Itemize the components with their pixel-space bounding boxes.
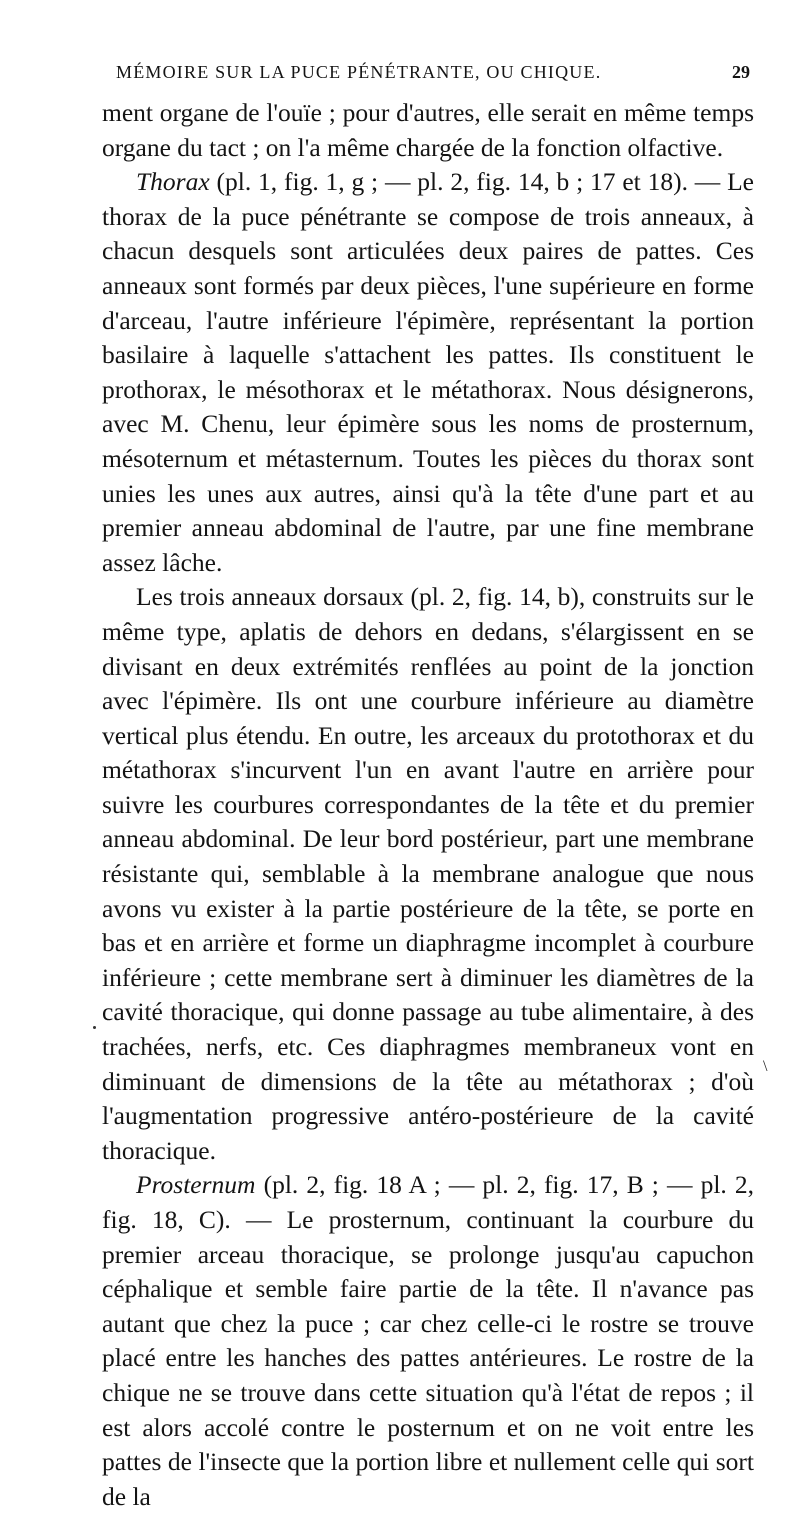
stray-ink-dot [93, 1026, 96, 1029]
running-title: MÉMOIRE SUR LA PUCE PÉNÉTRANTE, OU CHIQUE. [116, 62, 602, 82]
paragraph-thorax-text: (pl. 1, fig. 1, g ; — pl. 2, fig. 14, b ; 17 et 18). — Le thorax de la puce pénétrante se compose de trois anneaux, à chacun desquels sont articulées deux paires de pattes. Ces anneaux sont formés par deux pièces, l'une supérieure en forme d'arceau, l'autre inférieure l'épimère, représentant la portion basilaire à laquelle s'attachent les pattes. Ils constituent le prothorax, le mésothorax et le métathorax. Nous désignerons, avec M. Chenu, leur épimère sous les noms de prosternum, mésoternum et métasternum. Toutes les pièces du thorax sont unies les unes aux autres, ainsi qu'à la tête d'une part et au premier anneau abdominal de l'autre, par une fine membrane assez lâche. [102, 167, 754, 577]
section-label-thorax: Thorax [136, 167, 210, 197]
margin-mark: \ [763, 1058, 768, 1075]
body-text [102, 96, 754, 1514]
paragraph-thorax [102, 165, 754, 580]
paragraph-dorsal-rings: Les trois anneaux dorsaux (pl. 2, fig. 14, b), construits sur le même type, aplatis de dehors en dedans, s'élargissent en se divisant en deux extrémités renflées au point de la jonction avec l'épimère. Ils ont une courbure inférieure au diamètre vertical plus étendu. En outre, les arceaux du protothorax et du métathorax s'incurvent l'un en avant l'autre en arrière pour suivre les courbures correspondantes de la tête et du premier anneau abdominal. De leur bord postérieur, part une membrane résistante qui, semblable à la membrane analogue que nous avons vu exister à la partie postérieure de la tête, se porte en bas et en arrière et forme un diaphragme incomplet à courbure inférieure ; cette membrane sert à diminuer les diamètres de la cavité thoracique, qui donne passage au tube alimentaire, à des trachées, nerfs, etc. Ces diaphragmes membraneux vont en diminuant de dimensions de la tête au métathorax ; d'où l'augmentation progressive antéro-postérieure de la cavité thoracique. [102, 582, 754, 1165]
paragraph-continuation: ment organe de l'ouïe ; pour d'autres, elle serait en même temps organe du tact ; on l'a même chargée de la fonction olfactive. [102, 98, 754, 162]
page-number: 29 [732, 62, 750, 82]
paragraph-prosternum [102, 1168, 754, 1514]
paragraph-prosternum-text: (pl. 2, fig. 18 A ; — pl. 2, fig. 17, B ; — pl. 2, fig. 18, C). — Le prosternum, continuant la courbure du premier arceau thoracique, se prolonge jusqu'au capuchon céphalique et semble faire partie de la tête. Il n'avance pas autant que chez la puce ; car chez celle-ci le rostre se trouve placé entre les hanches des pattes antérieures. Le rostre de la chique ne se trouve dans cette situation qu'à l'état de repos ; il est alors accolé contre le posternum et on ne voit entre les pattes de l'insecte que la portion libre et nullement celle qui sort de la [102, 1170, 754, 1511]
section-label-prosternum: Prosternum [136, 1170, 256, 1200]
running-header [110, 62, 750, 92]
